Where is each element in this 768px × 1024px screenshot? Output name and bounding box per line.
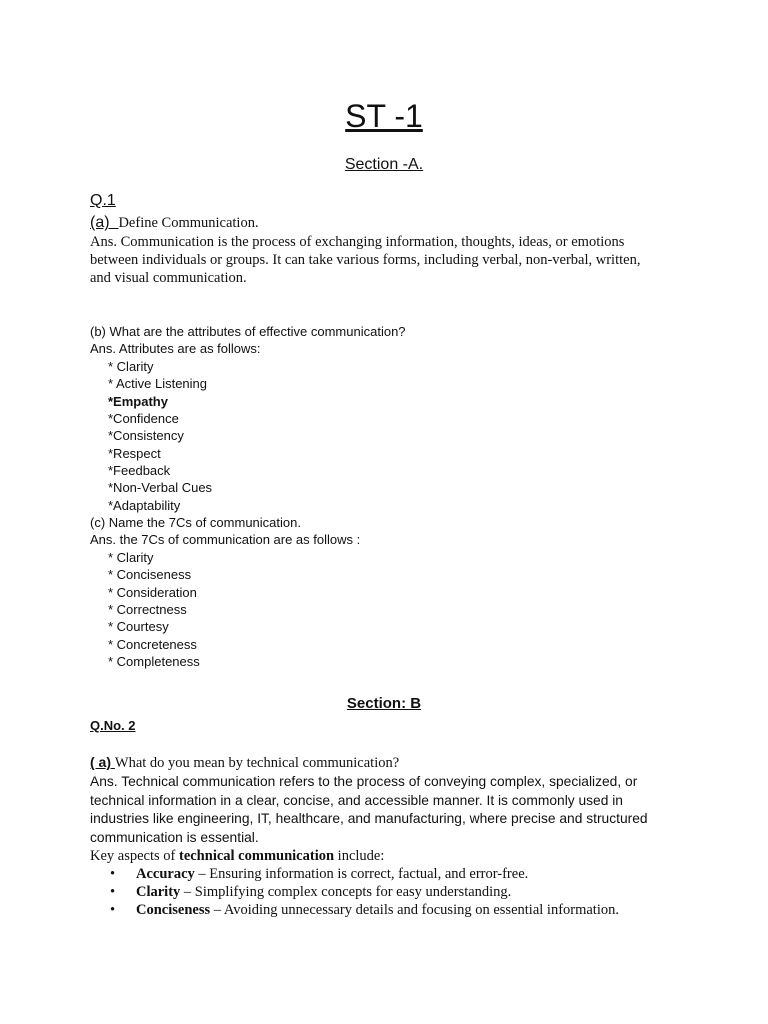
question-2a <box>90 754 399 772</box>
document-title: ST -1 <box>345 98 423 134</box>
question-b: (b) What are the attributes of effective communication? <box>90 324 406 339</box>
question-2a-text: What do you mean by technical communication? <box>114 755 400 771</box>
bullet-dot: • <box>110 866 116 882</box>
bullet-term: Clarity <box>136 884 181 900</box>
section-b-heading: Section: B <box>346 695 422 712</box>
attribute-item: *Adaptability <box>108 498 181 513</box>
answer-2a-line-3: industries like engineering, IT, healthcare, and manufacturing, where precise and structured <box>90 811 648 826</box>
seven-c-item: * Correctness <box>108 602 187 617</box>
answer-2a-line-1: Ans. Technical communication refers to the process of conveying complex, specialized, or <box>90 774 638 789</box>
question-1-label: Q.1 <box>90 192 116 209</box>
answer-2a-line-2: technical information in a clear, concise, and accessible manner. It is commonly used in <box>90 793 623 808</box>
key-aspects-intro <box>90 848 384 865</box>
attribute-item: * Active Listening <box>108 376 208 391</box>
key-aspects-suffix: include: <box>334 848 385 864</box>
key-aspect-bullet <box>110 866 528 883</box>
answer-2a-line-4: communication is essential. <box>90 830 259 845</box>
attribute-item: *Non-Verbal Cues <box>108 480 213 495</box>
bullet-dot: • <box>110 884 116 900</box>
attribute-item: *Feedback <box>108 463 171 478</box>
key-aspects-bold: technical communication <box>178 848 335 864</box>
key-aspect-bullet <box>110 902 619 919</box>
bullet-desc: – Avoiding unnecessary details and focusing on essential information. <box>210 902 619 918</box>
question-a-text: Define Communication. <box>118 215 259 231</box>
question-a-label: (a) <box>90 214 110 231</box>
attribute-item: *Respect <box>108 446 161 461</box>
key-aspects-prefix: Key aspects of <box>90 848 179 864</box>
answer-a-line-1: Ans. Communication is the process of exchanging information, thoughts, ideas, or emotions <box>90 234 625 250</box>
bullet-dot: • <box>110 902 116 918</box>
seven-c-item: * Completeness <box>108 654 200 669</box>
bullet-term: Accuracy <box>136 866 195 882</box>
section-a-heading: Section -A. <box>344 156 424 173</box>
attribute-item: *Consistency <box>108 428 184 443</box>
attribute-item: * Clarity <box>108 359 154 374</box>
seven-c-item: * Clarity <box>108 550 154 565</box>
question-a <box>90 214 259 232</box>
bullet-term: Conciseness <box>136 902 211 918</box>
answer-a-line-2: between individuals or groups. It can take various forms, including verbal, non-verbal, written, <box>90 252 641 268</box>
seven-c-item: * Concreteness <box>108 637 197 652</box>
question-c: (c) Name the 7Cs of communication. <box>90 515 301 530</box>
bullet-desc: – Simplifying complex concepts for easy understanding. <box>180 884 512 900</box>
attribute-item: *Confidence <box>108 411 179 426</box>
seven-c-item: * Conciseness <box>108 567 192 582</box>
attribute-item: *Empathy <box>108 394 168 409</box>
seven-c-item: * Courtesy <box>108 619 169 634</box>
answer-b-intro: Ans. Attributes are as follows: <box>90 341 261 356</box>
question-2-label: Q.No. 2 <box>90 718 136 733</box>
answer-c-intro: Ans. the 7Cs of communication are as follows : <box>90 532 361 547</box>
answer-a-line-3: and visual communication. <box>90 270 247 286</box>
bullet-desc: – Ensuring information is correct, factual, and error-free. <box>194 866 529 882</box>
seven-c-item: * Consideration <box>108 585 197 600</box>
question-2a-label: ( a) <box>90 754 115 770</box>
key-aspect-bullet <box>110 884 511 901</box>
